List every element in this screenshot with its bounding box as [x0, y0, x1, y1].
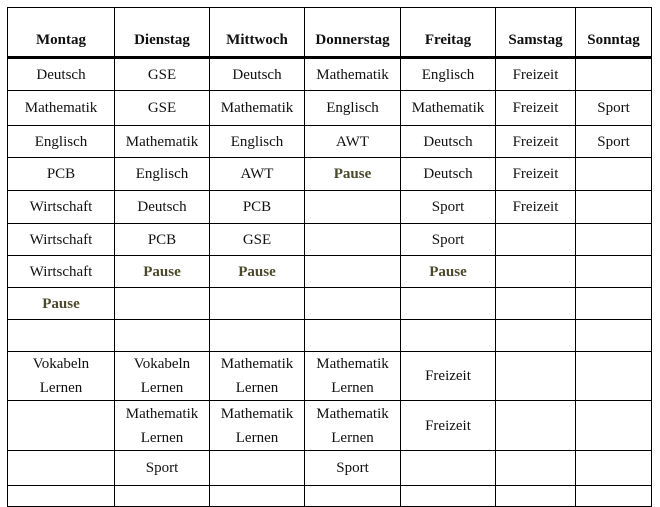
table-cell: Mathematik — [210, 91, 305, 126]
table-row — [8, 224, 652, 256]
table-cell: Sport — [576, 91, 652, 126]
table-cell: Deutsch — [8, 58, 115, 91]
table-cell — [576, 401, 652, 451]
table-cell: Deutsch — [115, 191, 210, 224]
day-header-tuesday: Dienstag — [115, 8, 210, 58]
table-cell: Sport — [401, 224, 496, 256]
table-cell: GSE — [115, 58, 210, 91]
table-row — [8, 256, 652, 288]
table-row — [8, 58, 652, 91]
day-header-wednesday: Mittwoch — [210, 8, 305, 58]
table-cell — [115, 288, 210, 320]
table-cell: Mathematik Lernen — [210, 352, 305, 401]
table-row — [8, 486, 652, 507]
table-cell — [576, 451, 652, 486]
table-cell: Sport — [115, 451, 210, 486]
table-cell: Mathematik Lernen — [305, 352, 401, 401]
table-cell — [576, 256, 652, 288]
table-cell — [305, 256, 401, 288]
table-cell — [401, 486, 496, 507]
table-cell: Sport — [401, 191, 496, 224]
table-cell — [576, 191, 652, 224]
table-cell: Deutsch — [401, 126, 496, 158]
table-cell: Freizeit — [496, 58, 576, 91]
table-cell — [576, 224, 652, 256]
table-cell: Freizeit — [496, 126, 576, 158]
table-cell — [576, 320, 652, 352]
table-cell: Freizeit — [401, 401, 496, 451]
table-cell — [305, 288, 401, 320]
table-cell — [305, 486, 401, 507]
table-cell: Wirtschaft — [8, 224, 115, 256]
table-cell — [576, 486, 652, 507]
table-cell: AWT — [305, 126, 401, 158]
table-cell: GSE — [115, 91, 210, 126]
table-cell: PCB — [210, 191, 305, 224]
table-cell — [210, 320, 305, 352]
table-cell: Wirtschaft — [8, 256, 115, 288]
table-cell: Vokabeln Lernen — [8, 352, 115, 401]
weekly-timetable — [7, 7, 652, 507]
table-cell — [576, 58, 652, 91]
table-cell — [496, 224, 576, 256]
table-cell — [496, 486, 576, 507]
table-cell — [401, 320, 496, 352]
header-row — [8, 8, 652, 58]
table-cell: Deutsch — [401, 158, 496, 191]
table-row — [8, 451, 652, 486]
table-cell — [496, 288, 576, 320]
table-row — [8, 288, 652, 320]
table-cell: Freizeit — [496, 91, 576, 126]
table-cell: Pause — [210, 256, 305, 288]
day-header-monday: Montag — [8, 8, 115, 58]
table-cell — [401, 288, 496, 320]
table-row — [8, 91, 652, 126]
table-cell: Deutsch — [210, 58, 305, 91]
table-cell: Pause — [115, 256, 210, 288]
table-cell — [496, 401, 576, 451]
table-cell: Freizeit — [401, 352, 496, 401]
table-cell: Mathematik Lernen — [305, 401, 401, 451]
table-cell — [210, 451, 305, 486]
table-cell — [576, 158, 652, 191]
table-cell: Englisch — [305, 91, 401, 126]
table-cell: Pause — [401, 256, 496, 288]
table-cell — [401, 451, 496, 486]
table-cell: Mathematik — [401, 91, 496, 126]
table-cell — [8, 451, 115, 486]
table-cell — [496, 256, 576, 288]
table-row — [8, 352, 652, 401]
table-cell: Mathematik Lernen — [115, 401, 210, 451]
table-cell — [115, 320, 210, 352]
table-cell: Mathematik — [305, 58, 401, 91]
day-header-saturday: Samstag — [496, 8, 576, 58]
table-cell — [8, 401, 115, 451]
table-cell: Sport — [576, 126, 652, 158]
table-cell — [496, 320, 576, 352]
table-cell — [496, 451, 576, 486]
table-row — [8, 320, 652, 352]
table-cell — [305, 320, 401, 352]
table-cell: Englisch — [8, 126, 115, 158]
table-cell: Wirtschaft — [8, 191, 115, 224]
table-cell — [8, 320, 115, 352]
table-cell: Englisch — [401, 58, 496, 91]
table-cell: Pause — [305, 158, 401, 191]
table-cell — [210, 486, 305, 507]
table-cell: Sport — [305, 451, 401, 486]
table-cell: Englisch — [210, 126, 305, 158]
table-cell: GSE — [210, 224, 305, 256]
table-row — [8, 126, 652, 158]
day-header-friday: Freitag — [401, 8, 496, 58]
table-cell — [496, 352, 576, 401]
table-cell: Englisch — [115, 158, 210, 191]
table-cell — [576, 288, 652, 320]
table-cell: AWT — [210, 158, 305, 191]
table-cell — [115, 486, 210, 507]
day-header-thursday: Donnerstag — [305, 8, 401, 58]
table-cell: Freizeit — [496, 191, 576, 224]
table-cell: PCB — [8, 158, 115, 191]
table-cell: Pause — [8, 288, 115, 320]
table-cell — [8, 486, 115, 507]
table-row — [8, 158, 652, 191]
table-cell — [305, 191, 401, 224]
table-cell: Mathematik — [115, 126, 210, 158]
table-row — [8, 401, 652, 451]
table-cell — [210, 288, 305, 320]
table-cell — [305, 224, 401, 256]
table-cell: PCB — [115, 224, 210, 256]
table-cell: Mathematik Lernen — [210, 401, 305, 451]
table-cell: Vokabeln Lernen — [115, 352, 210, 401]
table-cell — [576, 352, 652, 401]
table-cell: Mathematik — [8, 91, 115, 126]
day-header-sunday: Sonntag — [576, 8, 652, 58]
table-row — [8, 191, 652, 224]
table-cell: Freizeit — [496, 158, 576, 191]
